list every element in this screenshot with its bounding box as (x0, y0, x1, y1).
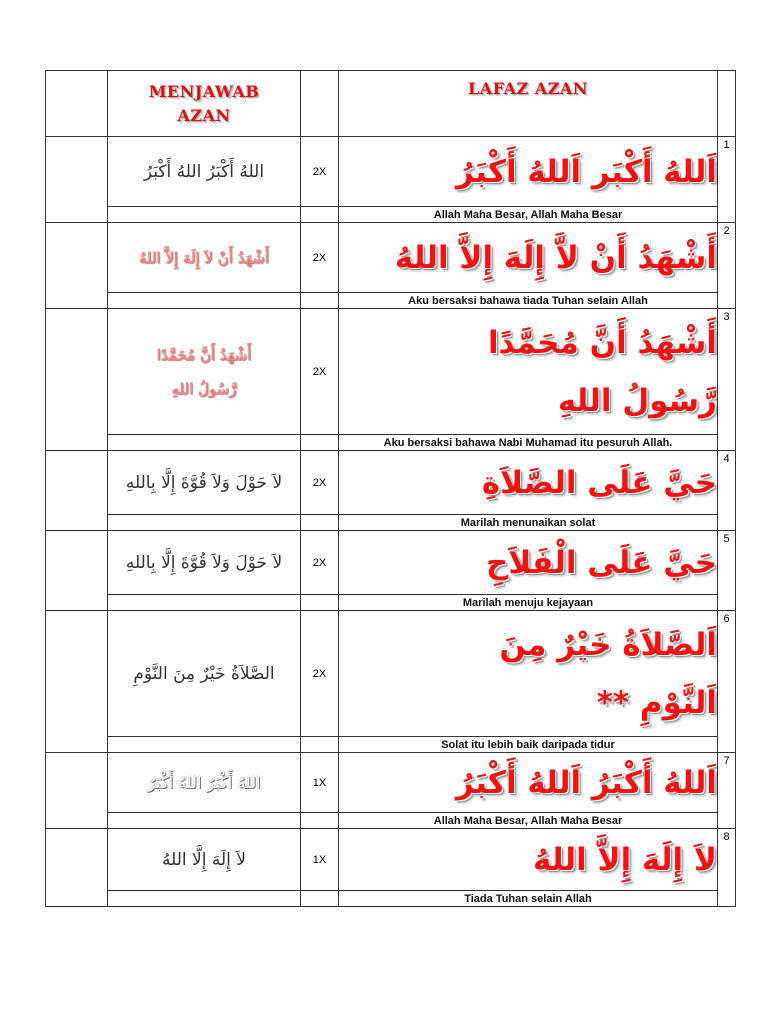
lafaz-text: اَلصَّلاَةُ خَيْرٌ مِنَ اَلنَّوْمِ ** (339, 611, 718, 737)
lafaz-text: أَشْهَدُ أَنَّ مُحَمَّدًا رَّسُولُ اللهِ (339, 309, 718, 435)
table-row (46, 753, 736, 813)
row-number: 7 (718, 753, 736, 829)
table-row (46, 223, 736, 293)
table-row (46, 451, 736, 515)
blank-cell (46, 451, 108, 531)
translation-text: Tiada Tuhan selain Allah (339, 891, 718, 907)
translation-text: Aku bersaksi bahawa tiada Tuhan selain Allah (339, 293, 718, 309)
lafaz-text: اَللهُ أَكْبَر اَللهُ أَكْبَرُ (339, 137, 718, 207)
azan-table (45, 70, 736, 907)
blank-cell (46, 137, 108, 223)
answer-text: لاَ حَوْلَ وَلاَ قُوَّةَ إِلَّا بِاللهِ (108, 531, 301, 595)
count-text: 1X (301, 829, 339, 891)
translation-text: Allah Maha Besar, Allah Maha Besar (339, 207, 718, 223)
translation-row (46, 737, 736, 753)
answer-text: الصَّلاَةُ خَيْرٌ مِنَ النَّوْمِ (108, 611, 301, 737)
row-number: 4 (718, 451, 736, 531)
count-text: 2X (301, 223, 339, 293)
translation-text: Solat itu lebih baik daripada tidur (339, 737, 718, 753)
count-text: 2X (301, 451, 339, 515)
blank-cell (108, 737, 301, 753)
translation-row (46, 207, 736, 223)
count-text: 1X (301, 753, 339, 813)
translation-text: Marilah menuju kejayaan (339, 595, 718, 611)
blank-cell (108, 515, 301, 531)
count-text: 2X (301, 137, 339, 207)
translation-row (46, 435, 736, 451)
answer-text: اللهُ أَكْبَرُ اللهُ أَكْبَرُ (108, 137, 301, 207)
blank-cell (301, 207, 339, 223)
lafaz-text: أَشْهَدُ أَنْ لاَّ إِلَهَ إِلاَّ اللهُ (339, 223, 718, 293)
blank-cell (301, 737, 339, 753)
table-row (46, 309, 736, 435)
header-lafaz: LAFAZ AZAN (339, 71, 718, 137)
answer-text: اللهُ أَكْبَرُ اللهُ أَكْبَرُ (108, 753, 301, 813)
blank-cell (108, 891, 301, 907)
answer-text: أَشْهَدُ أَنْ لاَ إِلَهَ إِلاَّ اللهُ (108, 223, 301, 293)
blank-cell (108, 435, 301, 451)
answer-text: أَشْهَدُ أَنَّ مُحَمَّدًا رَّسُولُ اللهِ (108, 309, 301, 435)
count-text: 2X (301, 611, 339, 737)
blank-cell (108, 207, 301, 223)
blank-cell (301, 293, 339, 309)
row-number: 1 (718, 137, 736, 223)
count-text: 2X (301, 309, 339, 435)
answer-text: لاَ حَوْلَ وَلاَ قُوَّةَ إِلَّا بِاللهِ (108, 451, 301, 515)
table-row (46, 611, 736, 737)
blank-cell (46, 309, 108, 451)
table-row (46, 137, 736, 207)
translation-row (46, 595, 736, 611)
table-row (46, 829, 736, 891)
lafaz-text: اَللهُ أَكْبَرُ اَللهُ أَكْبَرُ (339, 753, 718, 813)
translation-row (46, 813, 736, 829)
blank-cell (301, 71, 339, 137)
row-number: 8 (718, 829, 736, 907)
lafaz-text: حَيَّ عَلَى الصَّلاَةِ (339, 451, 718, 515)
row-number: 2 (718, 223, 736, 309)
blank-cell (46, 71, 108, 137)
header-menjawab: MENJAWAB AZAN (108, 71, 301, 137)
blank-cell (301, 813, 339, 829)
blank-cell (108, 595, 301, 611)
blank-cell (301, 891, 339, 907)
blank-cell (108, 293, 301, 309)
translation-row (46, 515, 736, 531)
lafaz-text: لاَ إِلَهَ إِلاَّ اللهُ (339, 829, 718, 891)
blank-cell (46, 531, 108, 611)
blank-cell (301, 595, 339, 611)
row-number: 5 (718, 531, 736, 611)
blank-cell (46, 611, 108, 753)
translation-row (46, 891, 736, 907)
blank-cell (46, 753, 108, 829)
translation-row (46, 293, 736, 309)
lafaz-text: حَيَّ عَلَى الْفَلاَحِ (339, 531, 718, 595)
blank-cell (301, 515, 339, 531)
blank-cell (46, 223, 108, 309)
blank-cell (108, 813, 301, 829)
blank-cell (46, 829, 108, 907)
translation-text: Aku bersaksi bahawa Nabi Muhamad itu pesuruh Allah. (339, 435, 718, 451)
count-text: 2X (301, 531, 339, 595)
blank-cell (301, 435, 339, 451)
table-row (46, 531, 736, 595)
translation-text: Marilah menunaikan solat (339, 515, 718, 531)
translation-text: Allah Maha Besar, Allah Maha Besar (339, 813, 718, 829)
blank-cell (718, 71, 736, 137)
answer-text: لاَ إِلَهَ إِلَّا اللهُ (108, 829, 301, 891)
row-number: 3 (718, 309, 736, 451)
header-row (46, 71, 736, 137)
row-number: 6 (718, 611, 736, 753)
